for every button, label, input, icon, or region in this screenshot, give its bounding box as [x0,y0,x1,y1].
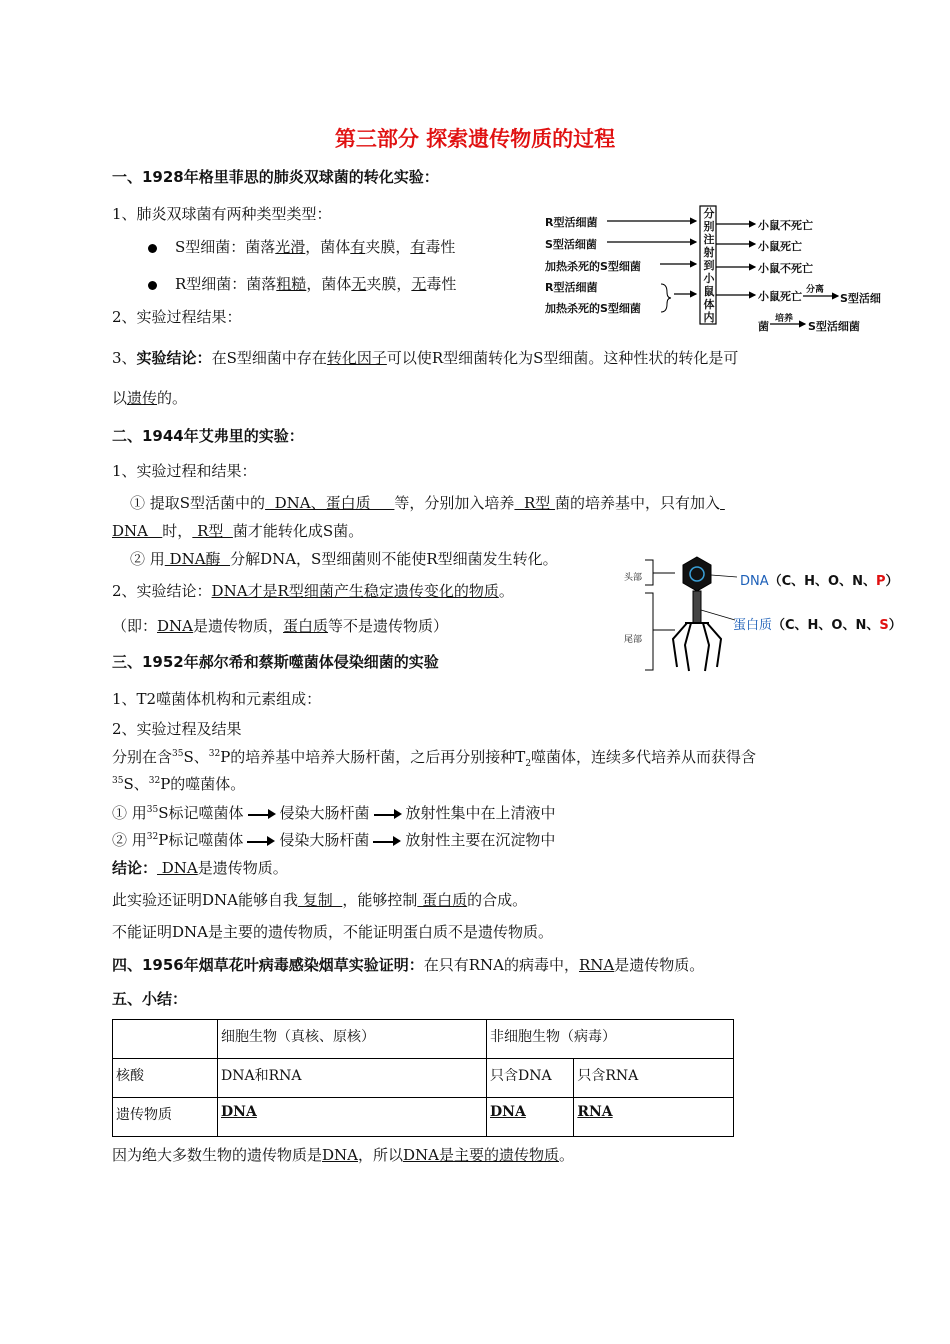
table-header-cellular: 细胞生物（真核、原核） [218,1020,487,1059]
phage-head-label: 头部 [624,573,643,583]
fig-jun: 菌 [758,320,769,333]
s1-p3: 3、实验结论：在S型细菌中存在转化因子可以使R型细菌转化为S型细菌。这种性状的转化是可 [112,349,739,367]
arrow-icon [373,836,401,846]
s1-p2: 2、实验过程结果： [112,308,242,326]
table-cell: 遗传物质 [113,1098,218,1137]
fig-s-live2: S型活细菌 [808,320,860,333]
s2-p4: ② 用 DNA酶 分解DNA，S型细菌则不能使R型细菌发生转化。 [130,550,558,568]
fig-right-1: 小鼠不死亡 [758,219,813,232]
fig-s-live: S型活细 [840,292,881,305]
s1-s-type: S型细菌：菌落光滑，菌体有夹膜，有毒性 [148,236,455,257]
section4: 四、1956年烟草花叶病毒感染烟草实验证明：在只有RNA的病毒中，RNA是遗传物质。 [112,956,705,974]
bullet-icon [148,244,157,253]
s2-p3: DNA 时， R型 菌才能转化成S菌。 [112,522,364,540]
arrow-icon [247,836,275,846]
section3-heading: 三、1952年郝尔希和蔡斯噬菌体侵染细菌的实验 [112,653,439,671]
fig-right-2: 小鼠死亡 [758,240,802,253]
s3-result-1: ① 用$^{35}$S标记噬菌体 侵染大肠杆菌 放射性集中在上清液中 [112,804,556,822]
section5-heading: 五、小结： [112,990,188,1008]
s3-p4: $^{35}$S、$^{32}$P的噬菌体。 [112,775,246,793]
table-header-noncellular: 非细胞生物（病毒） [487,1020,734,1059]
fig-left-5: 加热杀死的S型细菌 [545,302,641,315]
table-cell: DNA [218,1098,487,1137]
s1-r-type: R型细菌：菌落粗糙，菌体无夹膜，无毒性 [148,273,456,294]
table-row [113,1059,734,1098]
s1-p1: 1、肺炎双球菌有两种类型类型： [112,205,332,223]
fig-right-4: 小鼠死亡 [758,290,802,303]
arrow-icon [374,809,402,819]
table-corner [113,1020,218,1059]
table-cell: DNA和RNA [218,1059,487,1098]
table-cell: 核酸 [113,1059,218,1098]
s2-p6: （即：DNA是遗传物质，蛋白质等不是遗传物质） [112,617,449,635]
table-cell: DNA [487,1098,574,1137]
table-row [113,1098,734,1137]
s3-p6: 不能证明DNA是主要的遗传物质，不能证明蛋白质不是遗传物质。 [112,923,553,941]
s3-p1: 1、T2噬菌体机构和元素组成： [112,690,322,708]
final-statement: 因为绝大多数生物的遗传物质是DNA，所以DNA是主要的遗传物质。 [112,1146,575,1164]
fig-left-2: S型活细菌 [545,238,597,251]
phage-tail-label: 尾部 [624,635,643,645]
s2-p5: 2、实验结论：DNA才是R型细菌产生稳定遗传变化的物质。 [112,582,514,600]
table-cell: 只含RNA [574,1059,734,1098]
fig-split-label: 分离 [806,285,825,295]
arrow-icon [248,809,276,819]
section2-heading: 二、1944年艾弗里的实验： [112,427,304,445]
s3-conclusion: 结论： DNA是遗传物质。 [112,859,288,877]
s3-p3: 分别在含$^{35}$S、$^{32}$P的培养基中培养大肠杆菌，之后再分别接种$T_2$噬菌体，连续多代培养从而获得含 [112,748,757,769]
s3-p5: 此实验还证明DNA能够自我 复制 ，能够控制 蛋白质的合成。 [112,891,528,909]
s2-p2: ① 提取S型活菌中的 DNA、蛋白质 等，分别加入培养 R型 菌的培养基中，只有加入 [130,494,721,512]
summary-table [112,1019,734,1137]
section1-heading: 一、1928年格里菲思的肺炎双球菌的转化实验： [112,168,439,186]
phage-protein-label: 蛋白质（C、H、O、N、S） [733,618,902,633]
fig-left-3: 加热杀死的S型细菌 [545,260,641,273]
fig-right-3: 小鼠不死亡 [758,262,813,275]
s2-p1: 1、实验过程和结果： [112,462,257,480]
fig-left-4: R型活细菌 [545,281,598,294]
fig-left-1: R型活细菌 [545,216,598,229]
bullet-icon [148,281,157,290]
s3-p2: 2、实验过程及结果 [112,720,242,738]
fig-culture-label: 培养 [775,314,794,324]
phage-dna-label: DNA（C、H、O、N、P） [740,574,899,589]
s1-p3b: 以遗传的。 [112,389,188,407]
fig-box-label: 分别注射到小鼠体内 [703,207,715,324]
table-cell: 只含DNA [487,1059,574,1098]
s3-result-2: ② 用$^{32}$P标记噬菌体 侵染大肠杆菌 放射性主要在沉淀物中 [112,831,556,849]
table-cell: RNA [574,1098,734,1137]
page-title: 第三部分 探索遗传物质的过程 [334,127,616,151]
